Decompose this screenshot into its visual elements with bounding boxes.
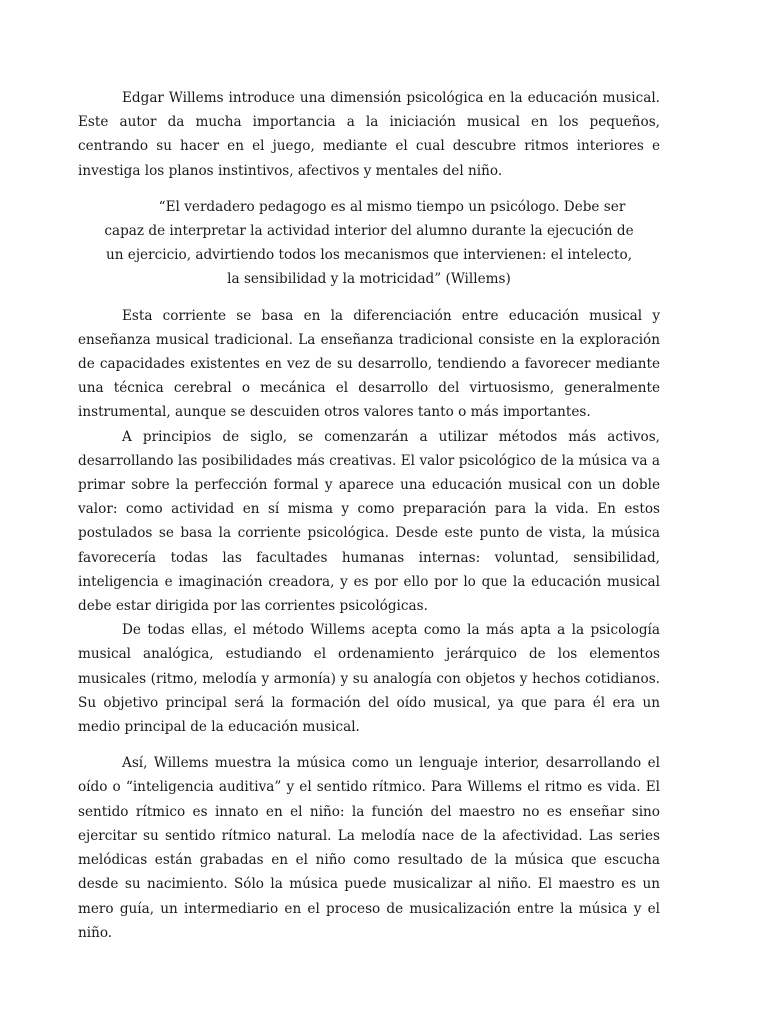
paragraph-metodo-willems: De todas ellas, el método Willems acepta como la más apta a la psicología musical analógica, estudiando el ordenamiento jerárquico de los elementos musicales (ritmo, melodía y armonía) y su analogía con objetos y hechos cotidianos. Su objetivo principal será la formación del oído musical, ya que para él era un medio principal de la educación musical. xyxy=(78,622,660,736)
document-page xyxy=(78,86,660,945)
block-quote: “El verdadero pedagogo es al mismo tiempo un psicólogo. Debe ser capaz de interpretar la actividad interior del alumno durante la ejecución de un ejercicio, advirtiendo todos los mecanismos que intervienen: el intelecto, la sensibilidad y la motricidad” (Willems) xyxy=(104,198,634,288)
paragraph-tradicional: Esta corriente se basa en la diferenciación entre educación musical y enseñanza musical tradicional. La enseñanza tradicional consiste en la exploración de capacidades existentes en vez de su desarrollo, tendiendo a favorecer mediante una técnica cerebral o mecánica el desarrollo del virtuosismo, generalmente instrumental, aunque se descuiden otros valores tanto o más importantes. xyxy=(78,307,660,421)
paragraph-principios-siglo: A principios de siglo, se comenzarán a utilizar métodos más activos, desarrollando las posibilidades más creativas. El valor psicológico de la música va a primar sobre la perfección formal y aparece una educación musical con un doble valor: como actividad en sí misma y como preparación para la vida. En estos postulados se basa la corriente psicológica. Desde este punto de vista, la música favorecería todas las facultades humanas internas: voluntad, sensibilidad, inteligencia e imaginación creadora, y es por ello por lo que la educación musical debe estar dirigida por las corrientes psicológicas. xyxy=(78,428,660,615)
paragraph-intro: Edgar Willems introduce una dimensión psicológica en la educación musical. Este autor da mucha importancia a la iniciación musical en los pequeños, centrando su hacer en el juego, mediante el cual descubre ritmos interiores e investiga los planos instintivos, afectivos y mentales del niño. xyxy=(78,90,660,179)
paragraph-lenguaje-interior: Así, Willems muestra la música como un lenguaje interior, desarrollando el oído o “inteligencia auditiva” y el sentido rítmico. Para Willems el ritmo es vida. El sentido rítmico es innato en el niño: la función del maestro no es enseñar sino ejercitar su sentido rítmico natural. La melodía nace de la afectividad. Las series melódicas están grabadas en el niño como resultado de la música que escucha desde su nacimiento. Sólo la música puede musicalizar al niño. El maestro es un mero guía, un intermediario en el proceso de musicalización entre la música y el niño. xyxy=(78,755,660,941)
